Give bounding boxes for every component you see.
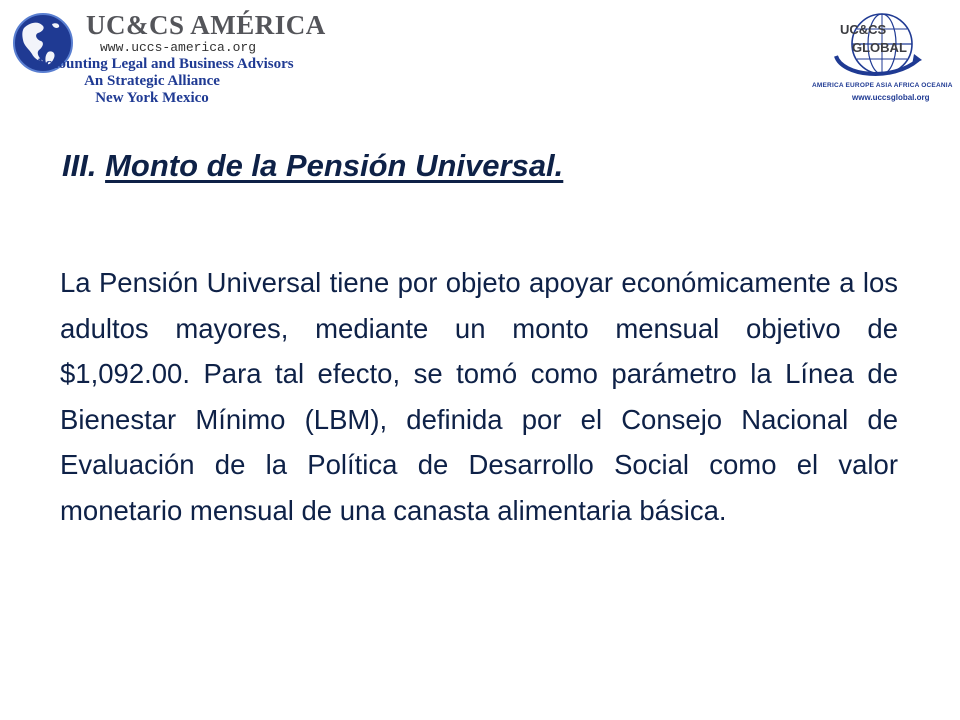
logo-tagline: Accounting Legal and Business Advisors	[34, 56, 294, 72]
logo-url: www.uccs-america.org	[100, 40, 257, 55]
uccs-global-logo	[800, 8, 953, 116]
logo-continents: AMERICA EUROPE ASIA AFRICA OCEANIA	[812, 82, 953, 89]
logo-brand-line1: UC&CS	[840, 22, 887, 37]
logo-tagline: New York Mexico	[95, 90, 209, 106]
logo-url: www.uccsglobal.org	[852, 93, 930, 102]
uccs-america-logo	[8, 6, 326, 106]
logo-brand-line2: GLOBAL	[852, 40, 907, 55]
heading-title: Monto de la Pensión Universal.	[105, 148, 564, 183]
heading-number: III.	[62, 148, 97, 183]
body-paragraph: La Pensión Universal tiene por objeto apoyar económicamente a los adultos mayores, mediante un monto mensual objetivo de $1,092.00. Para tal efecto, se tomó como parámetro la Línea de Bienestar Mínimo (LBM), definida por el Consejo Nacional de Evaluación de la Política de Desarrollo Social como el valor monetario mensual de una canasta alimentaria básica.	[60, 267, 898, 526]
logo-brand: UC&CS AMÉRICA	[86, 10, 326, 40]
section-heading	[62, 148, 563, 184]
logo-tagline: An Strategic Alliance	[84, 73, 220, 89]
